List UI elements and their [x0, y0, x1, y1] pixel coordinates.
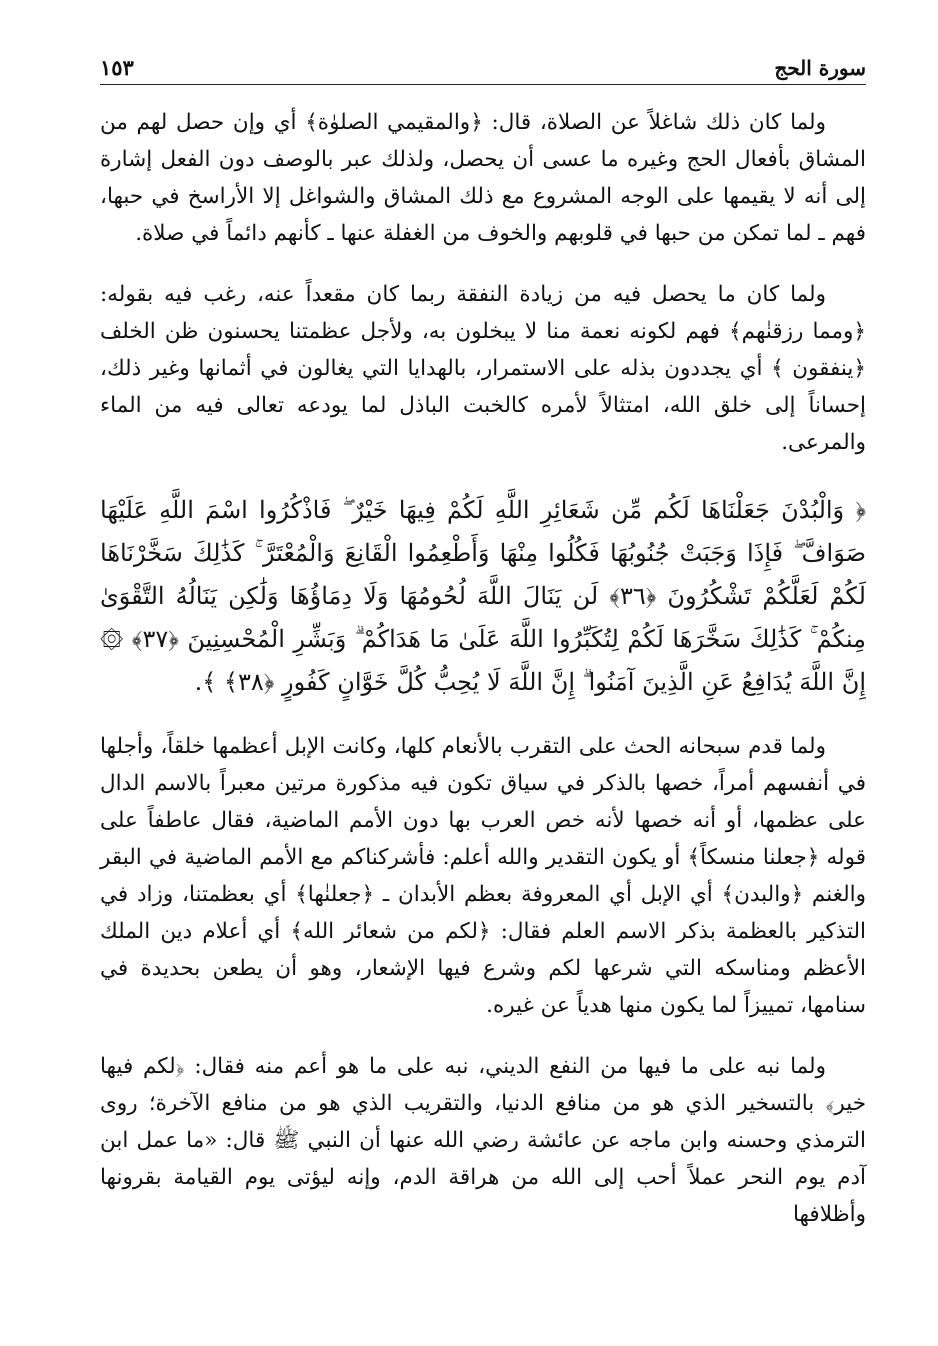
page-body: [100, 104, 866, 1233]
paragraph-3: ولما قدم سبحانه الحث على التقرب بالأنعام كلها، وكانت الإبل أعظمها خلقاً، وأجلها في أنفسهم أمراً، خصها بالذكر في سياق تكون فيه مذكورة مرتين معبراً بالاسم الدال على عظمها، أو أنه خصها لأنه خص العرب بها دون الأمم الماضية، فقال عاطفاً على قوله ﴿جعلنا منسكاً﴾ أو يكون التقدير والله أعلم: فأشركناكم مع الأمم الماضية في البقر والغنم ﴿والبدن﴾ أي الإبل أي المعروفة بعظم الأبدان ـ ﴿جعلنٰها﴾ أي بعظمتنا، وزاد في التذكير بالعظمة بذكر الاسم العلم فقال: ﴿لكم من شعائر الله﴾ أي أعلام دين الملك الأعظم ومناسكه التي شرعها لكم وشرع فيها الإشعار، وهو أن يطعن بحديدة في سنامها، تمييزاً لما يكون منها هدياً عن غيره.: [100, 734, 866, 1018]
paragraph-1: ولما كان ذلك شاغلاً عن الصلاة، قال: ﴿والمقيمي الصلوٰة﴾ أي وإن حصل لهم من المشاق بأفعال الحج وغيره ما عسى أن يحصل، ولذلك عبر بالوصف دون الفعل إشارة إلى أنه لا يقيمها على الوجه المشروع مع ذلك المشاق والشواغل إلا الأراسخ في حبها، فهم ـ لما تمكن من حبها في قلوبهم والخوف من الغفلة عنها ـ كأنهم دائماً في صلاة.: [100, 110, 866, 246]
page-number: ١٥٣: [100, 55, 134, 80]
paragraph-2: ولما كان ما يحصل فيه من زيادة النفقة ربما كان مقعداً عنه، رغب فيه بقوله: ﴿ومما رزقنٰهم﴾ فهم لكونه نعمة منا لا يبخلون به، ولأجل عظمتنا يحسنون ظن الخلف ﴿ينفقون ﴾ أي يجددون بذله على الاستمرار، بالهدايا التي يغالون في أثمانها وغير ذلك، إحساناً إلى خلق الله، امتثالاً لأمره كالخبت الباذل لما يودعه تعالى فيه من الماء والمرعى.: [100, 282, 866, 455]
paragraph-4: ولما نبه على ما فيها من النفع الديني، نبه على ما هو أعم منه فقال: ﴿لكم فيها خير﴾ بالتسخير الذي هو من منافع الدنيا، والتقريب الذي هو من منافع الآخرة؛ روى الترمذي وحسنه وابن ماجه عن عائشة رضي الله عنها أن النبي ﷺ قال: «ما عمل ابن آدم يوم النحر عملاً أحب إلى الله من هراقة الدم، وإنه ليؤتى يوم القيامة بقرونها وأظلافها: [100, 1054, 866, 1227]
page-header: [100, 52, 866, 85]
quran-verse-block: ﴿ وَالْبُدْنَ جَعَلْنَاهَا لَكُم مِّن شَعَائِرِ اللَّهِ لَكُمْ فِيهَا خَيْرٌ ۖ فَاذْكُرُوا اسْمَ اللَّهِ عَلَيْهَا صَوَافَّ ۖ فَإِذَا وَجَبَتْ جُنُوبُهَا فَكُلُوا مِنْهَا وَأَطْعِمُوا الْقَانِعَ وَالْمُعْتَرَّ ۚ كَذَٰلِكَ سَخَّرْنَاهَا لَكُمْ لَعَلَّكُمْ تَشْكُرُونَ ﴿٣٦﴾ لَن يَنَالَ اللَّهَ لُحُومُهَا وَلَا دِمَاؤُهَا وَلَٰكِن يَنَالُهُ التَّقْوَىٰ مِنكُمْ ۚ كَذَٰلِكَ سَخَّرَهَا لَكُمْ لِتُكَبِّرُوا اللَّهَ عَلَىٰ مَا هَدَاكُمْ ۗ وَبَشِّرِ الْمُحْسِنِينَ ﴿٣٧﴾ ۞ إِنَّ اللَّهَ يُدَافِعُ عَنِ الَّذِينَ آمَنُوا ۗ إِنَّ اللَّهَ لَا يُحِبُّ كُلَّ خَوَّانٍ كَفُورٍ ﴿٣٨﴾ ﴾.: [100, 496, 867, 696]
surah-title: سورة الحج: [774, 56, 866, 80]
